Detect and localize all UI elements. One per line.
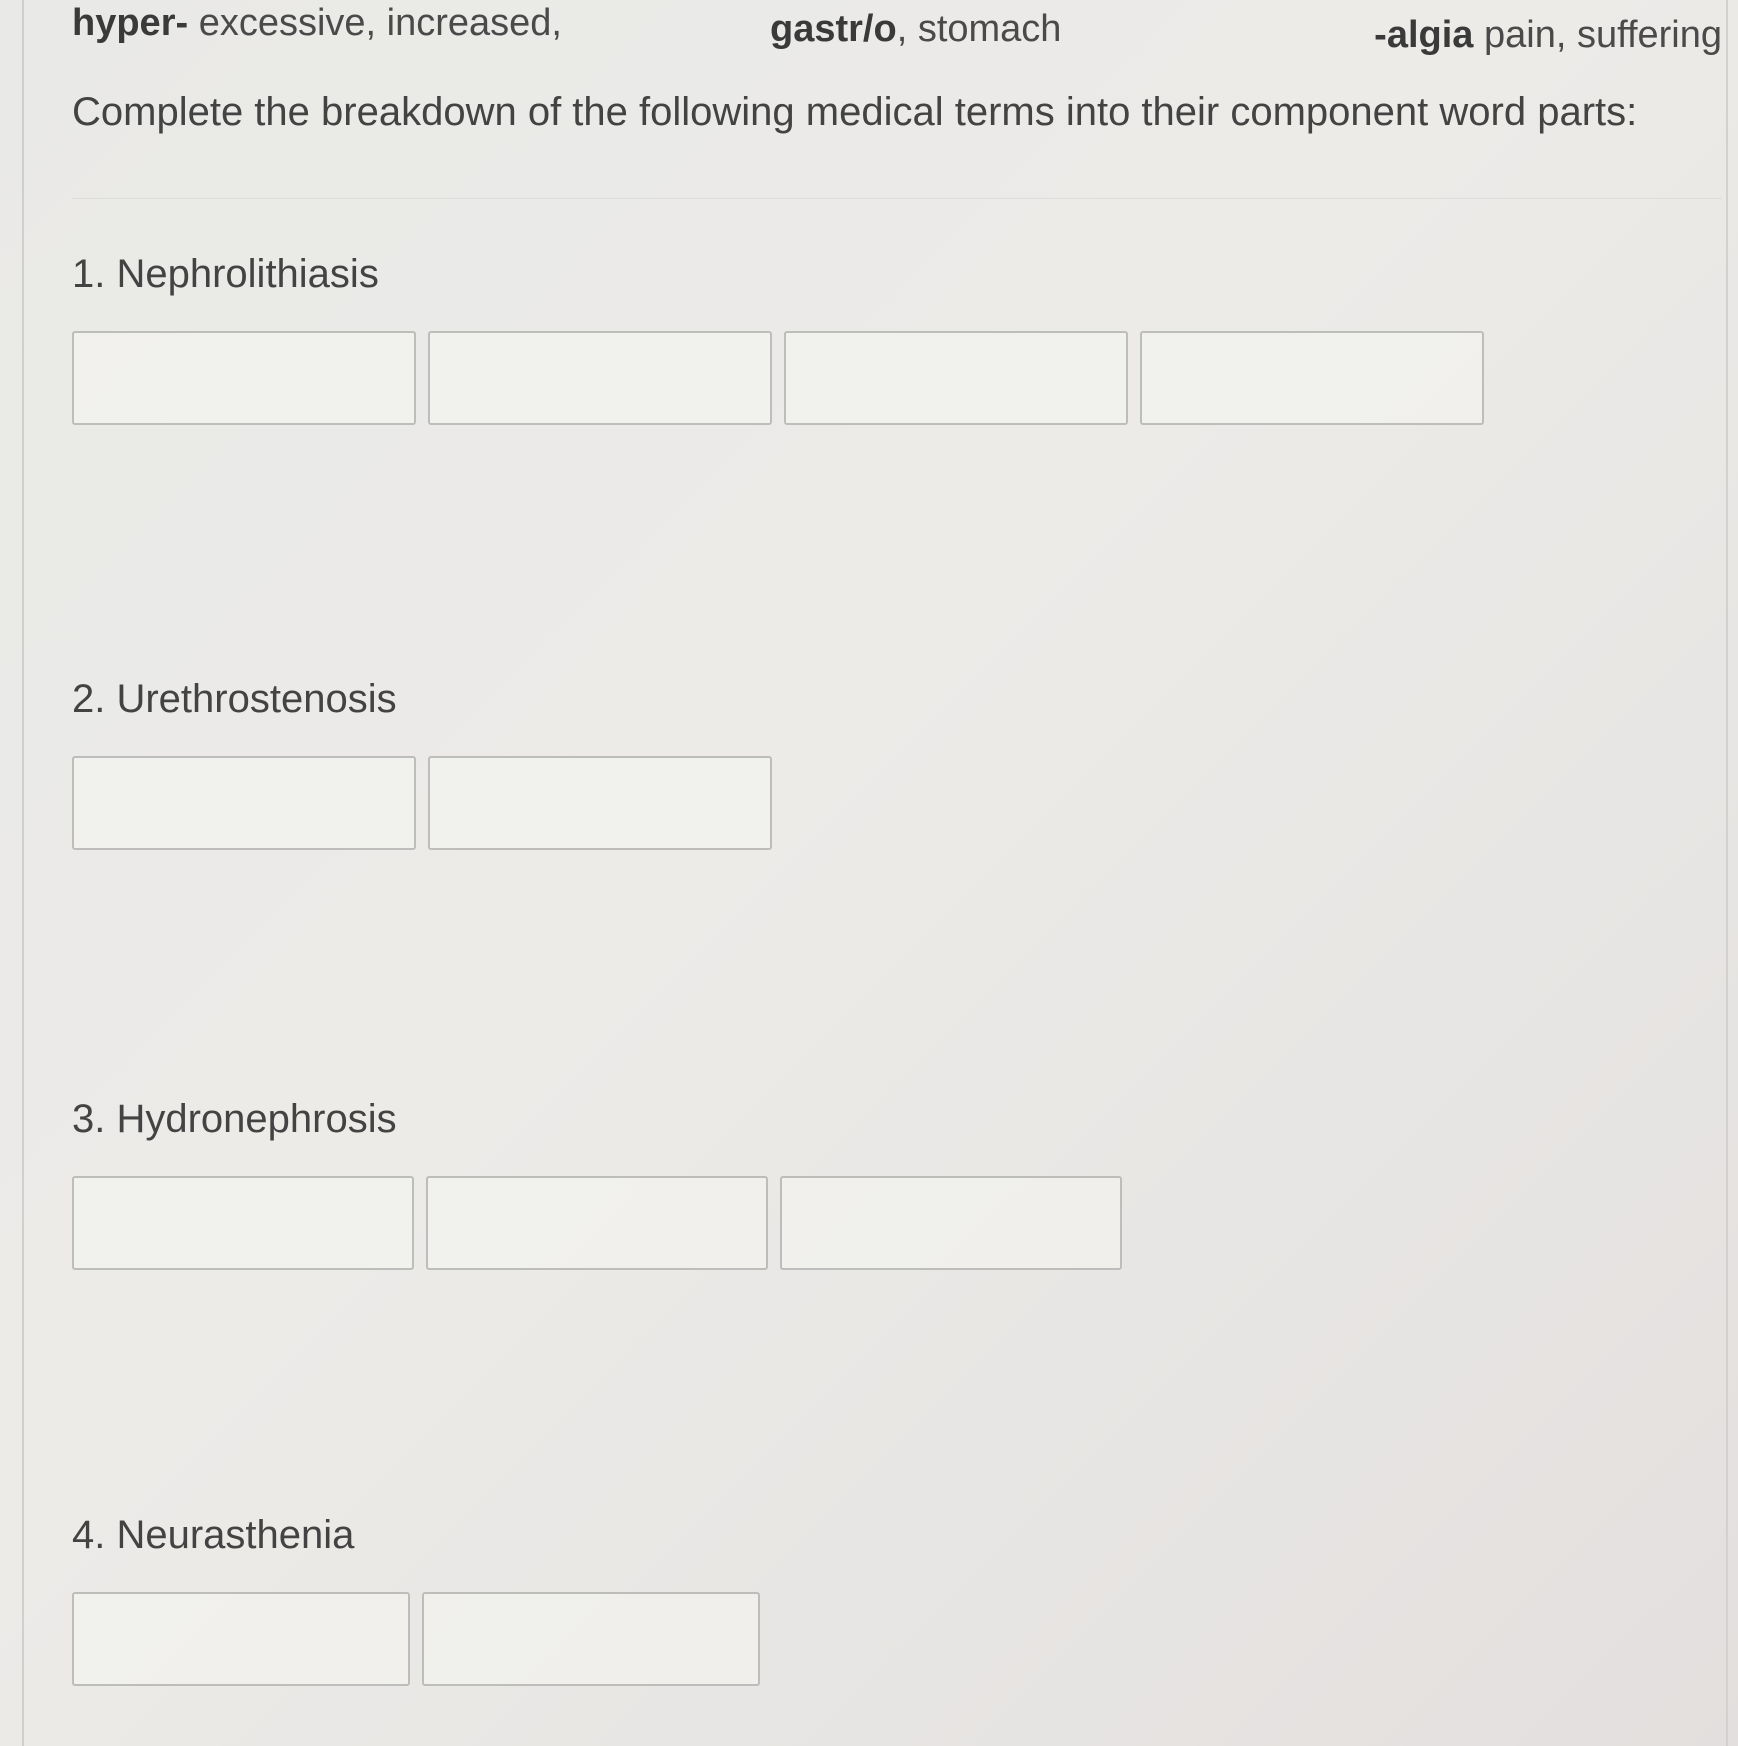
- question-title: 2. Urethrostenosis: [72, 677, 397, 721]
- glossary-item-hyper: [72, 2, 562, 45]
- glossary-term: -algia: [1374, 14, 1474, 56]
- section-divider: [72, 198, 1722, 199]
- glossary-row: [72, 2, 1722, 54]
- word-part-input[interactable]: [428, 331, 772, 425]
- instructions-text: Complete the breakdown of the following medical terms into their component word parts:: [72, 90, 1638, 134]
- word-part-input[interactable]: [784, 331, 1128, 425]
- glossary-definition: pain, suffering: [1473, 14, 1722, 56]
- word-part-input[interactable]: [780, 1176, 1122, 1270]
- question-hydronephrosis: [72, 1097, 1122, 1270]
- answer-box-group: [72, 756, 772, 850]
- word-part-input[interactable]: [72, 756, 416, 850]
- word-part-input[interactable]: [72, 1176, 414, 1270]
- word-part-input[interactable]: [1140, 331, 1484, 425]
- question-title: 3. Hydronephrosis: [72, 1097, 397, 1141]
- word-part-input[interactable]: [72, 331, 416, 425]
- glossary-term: gastr/o: [770, 8, 897, 50]
- question-title: 1. Nephrolithiasis: [72, 252, 379, 296]
- word-part-input[interactable]: [72, 1592, 410, 1686]
- question-urethrostenosis: [72, 677, 772, 850]
- answer-box-group: [72, 1176, 1122, 1270]
- word-part-input[interactable]: [428, 756, 772, 850]
- worksheet-page: [24, 0, 1728, 1746]
- question-nephrolithiasis: [72, 252, 1484, 425]
- glossary-item-gastro: [770, 8, 1061, 51]
- word-part-input[interactable]: [426, 1176, 768, 1270]
- glossary-definition: , stomach: [896, 8, 1062, 50]
- word-part-input[interactable]: [422, 1592, 760, 1686]
- answer-box-group: [72, 331, 1484, 425]
- glossary-definition: excessive, increased,: [188, 2, 562, 44]
- question-title: 4. Neurasthenia: [72, 1513, 355, 1557]
- question-neurasthenia: [72, 1513, 760, 1686]
- glossary-item-algia: [1374, 14, 1722, 57]
- answer-box-group: [72, 1592, 760, 1686]
- glossary-term: hyper-: [72, 2, 189, 44]
